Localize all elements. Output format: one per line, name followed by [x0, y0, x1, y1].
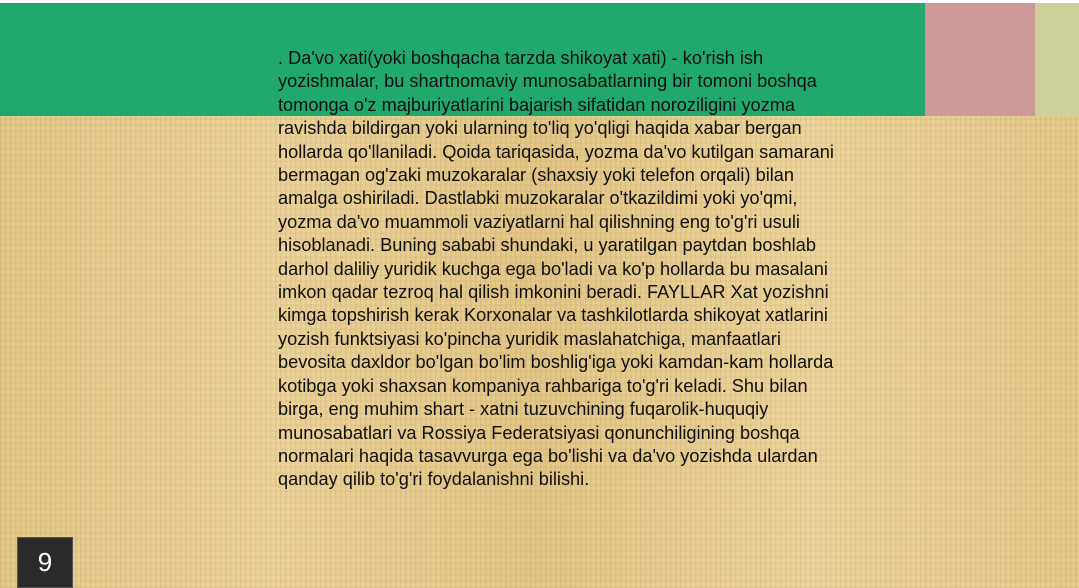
slide-body-text: . Da'vo xati(yoki boshqacha tarzda shikoyat xati) - ko'rish ish yozishmalar, bu shartnomaviy munosabatlarning bir tomoni boshqa tomonga o'z majburiyatlarini bajarish sifatidan noroziligini yozma ravishda bildirgan yoki ularning to'liq yo'qligi haqida xabar bergan hollarda qo'llaniladi. Qoida tariqasida, yozma da'vo kutilgan samarani bermagan og'zaki muzokaralar (shaxsiy yoki telefon orqali) bilan amalga oshiriladi. Dastlabki muzokaralar o'tkazildimi yoki yo'qmi, yozma da'vo muammoli vaziyatlarni hal qilishning eng to'g'ri usuli hisoblanadi. Buning sababi shundaki, u yaratilgan paytdan boshlab darhol daliliy yuridik kuchga ega bo'ladi va ko'p hollarda bu masalani imkon qadar tezroq hal qilish imkonini beradi. FAYLLAR Xat yozishni kimga topshirish kerak Korxonalar va tashkilotlarda shikoyat xatlarini yozish funktsiyasi ko'pincha yuridik maslahatchiga, manfaatlari bevosita daxldor bo'lgan bo'lim boshlig'iga yoki kamdan-kam hollarda kotibga yoki shaxsan kompaniya rahbariga to'g'ri keladi. Shu bilan birga, eng muhim shart - xatni tuzuvchining fuqarolik-huquqiy munosabatlari va Rossiya Federatsiyasi qonunchiligining boshqa normalari haqida tasavvurga ega bo'lishi va da'vo yozishda ulardan qanday qilib to'g'ri foydalanishni bilishi.	[278, 48, 834, 490]
page-number-box	[17, 537, 73, 588]
header-band-olive	[1035, 3, 1079, 116]
page-number: 9	[37, 547, 53, 577]
header-band-pink	[925, 3, 1035, 116]
